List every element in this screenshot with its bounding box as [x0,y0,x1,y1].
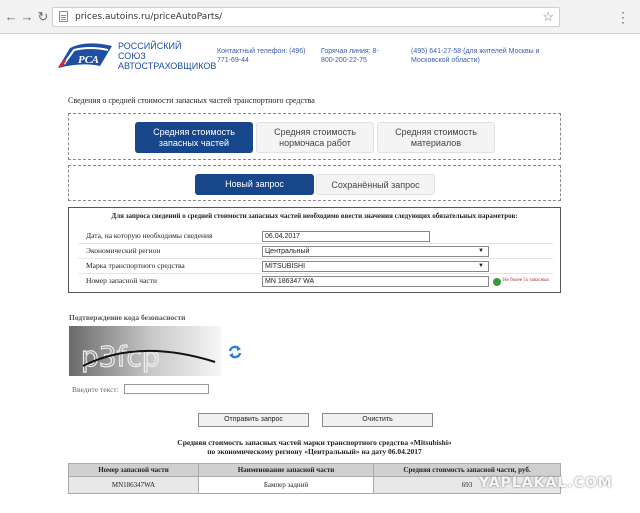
svg-text:p3fcp: p3fcp [81,340,160,373]
organization-name: РОССИЙСКИЙ СОЮЗ АВТОСТРАХОВЩИКОВ [118,41,217,71]
star-icon[interactable]: ☆ [542,9,554,24]
query-tabs-panel [68,165,561,201]
browser-toolbar [0,0,640,34]
row-divider [78,243,553,244]
part-number-label: Номер запасной части [86,276,157,285]
check-circle-icon [493,278,501,286]
dropdown-arrow-icon: ▼ [478,248,484,254]
captcha-input-label: Введите текст: [72,385,119,394]
part-number-cell: MN186347WA [69,477,199,494]
column-header: Наименование запасной части [199,464,374,477]
tab-parts-cost[interactable]: Средняя стоимость запасных частей [135,122,253,153]
form-title: Для запроса сведений о средней стоимости запасных частей необходимо ввести значения следующих обязательных параметров: [111,212,518,220]
captcha-input[interactable] [124,384,209,394]
svg-text:РСА: РСА [78,54,99,66]
back-arrow-icon[interactable]: ← [4,9,18,24]
watermark: YAPLAKAL.COM [479,475,613,491]
column-header: Номер запасной части [69,464,199,477]
reload-icon[interactable]: ↻ [37,9,49,24]
menu-icon[interactable]: ⋮ [616,9,630,25]
page-icon [59,11,68,22]
tab-new-query[interactable]: Новый запрос [195,174,314,195]
tab-saved-query[interactable]: Сохранённый запрос [316,174,435,195]
captcha-title: Подтверждение кода безопасности [69,313,186,322]
moscow-phone: (495) 641-27-58 (для жителей Москвы и Московской области) [411,48,540,64]
query-form [68,207,561,293]
region-select[interactable] [262,246,489,257]
date-label: Дата, на которую необходимы сведения [86,231,213,240]
row-divider [78,273,553,274]
tab-labor-cost[interactable]: Средняя стоимость нормочаса работ [256,122,374,153]
tab-materials-cost[interactable]: Средняя стоимость материалов [377,122,495,153]
date-field[interactable]: 06.04.2017 [262,231,430,242]
row-divider [78,258,553,259]
hotline-phone: Горячая линия: 8-800-200-22-75 [321,48,379,64]
submit-button[interactable]: Отправить запрос [198,413,309,427]
result-title: Средняя стоимость запасных частей марки транспортного средства «Mitsubishi» по экономическому региону «Центральный» на дату 06.04.2017 [177,438,452,456]
contact-phone: Контактный телефон: (496) 771-69-44 [217,48,306,64]
region-value: Центральный [265,248,310,255]
rsa-logo [56,42,114,72]
region-label: Экономический регион [86,246,161,255]
part-limit-note: Не более 5х запасных [503,278,550,283]
address-bar[interactable] [52,7,560,27]
clear-button[interactable]: Очистить [322,413,433,427]
forward-arrow-icon[interactable]: → [20,9,34,24]
url-text[interactable]: prices.autoins.ru/priceAutoParts/ [75,12,223,22]
brand-select[interactable] [262,261,489,272]
part-name-cell: Бампер задний [199,477,374,494]
part-price-cell: 693 [374,477,561,494]
refresh-icon[interactable] [228,345,242,359]
page-title: Сведения о средней стоимости запасных частей транспортного средства [68,96,315,105]
part-number-field[interactable]: MN 186347 WA [262,276,489,287]
captcha-image [69,326,221,376]
brand-label: Марка транспортного средства [86,261,185,270]
column-header: Средняя стоимость запасной части, руб. [374,464,561,477]
dropdown-arrow-icon: ▼ [478,263,484,269]
brand-value: MITSUBISHI [265,263,306,270]
